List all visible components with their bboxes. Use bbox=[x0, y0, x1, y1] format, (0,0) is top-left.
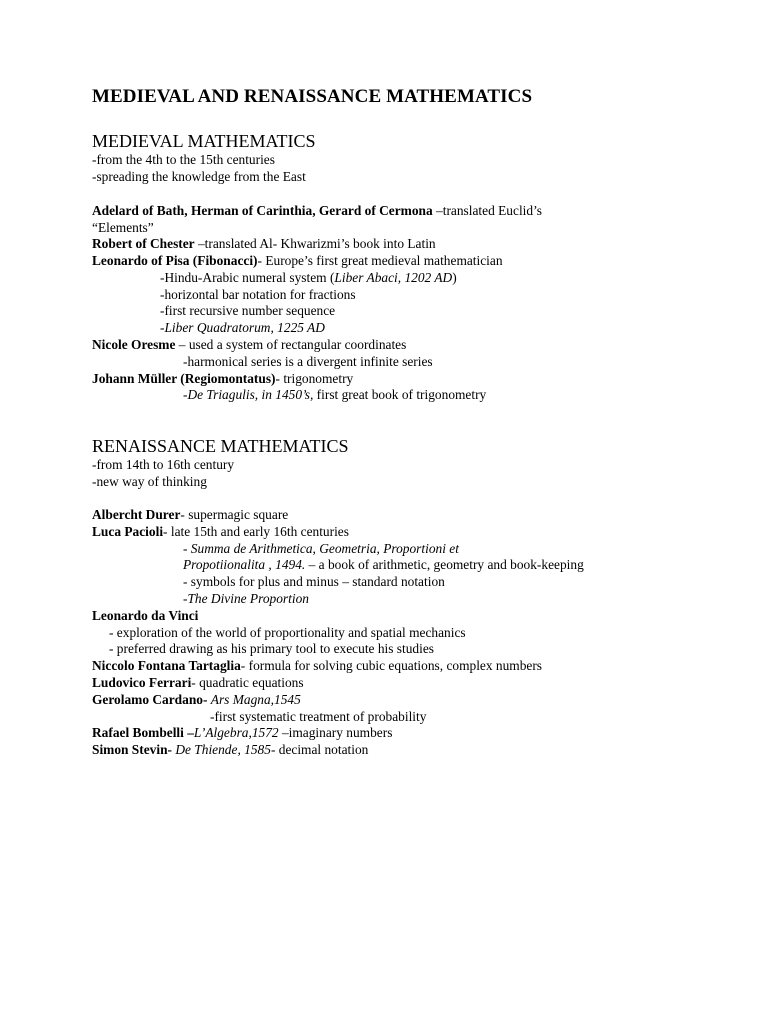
numeral-system-line bbox=[160, 269, 457, 286]
tartaglia-entry bbox=[92, 657, 542, 674]
liber-quadratorum: -Liber Quadratorum, 1225 AD bbox=[160, 320, 325, 335]
stevin-desc: - decimal notation bbox=[270, 742, 369, 757]
medieval-period: -from the 4th to the 15th centuries bbox=[92, 152, 275, 167]
drawing-line: - preferred drawing as his primary tool to execute his studies bbox=[109, 641, 434, 656]
muller-name: Johann Müller (Regiomontatus) bbox=[92, 371, 276, 386]
adelard-desc: –translated Euclid’s bbox=[432, 203, 543, 218]
cardano-entry bbox=[92, 691, 301, 708]
summa-desc: – a book of arithmetic, geometry and book-keeping bbox=[305, 557, 584, 572]
divine-proportion-line bbox=[183, 590, 309, 607]
numeral-post: ) bbox=[452, 270, 457, 285]
leonardo-pisa-desc: - Europe’s first great medieval mathematician bbox=[257, 253, 503, 268]
robert-entry bbox=[92, 235, 436, 252]
summa-title-2: Propotiionalita , 1494. bbox=[183, 557, 306, 572]
renaissance-period: -from 14th to 16th century bbox=[92, 457, 235, 472]
document-title: MEDIEVAL AND RENAISSANCE MATHEMATICS bbox=[92, 86, 533, 107]
de-triagulis-line bbox=[183, 386, 486, 403]
adelard-desc-cont: “Elements” bbox=[92, 220, 154, 235]
stevin-name: Simon Stevin bbox=[92, 742, 168, 757]
durer-desc: - supermagic square bbox=[180, 507, 289, 522]
ars-magna: Ars Magna,1545 bbox=[210, 692, 301, 707]
summa-line-1 bbox=[183, 540, 459, 557]
davinci-name: Leonardo da Vinci bbox=[92, 608, 199, 623]
bombelli-sep: – bbox=[183, 725, 194, 740]
de-triagulis-rest: first great book of trigonometry bbox=[313, 387, 487, 402]
divine-proportion: -The Divine Proportion bbox=[183, 591, 309, 606]
exploration-line: - exploration of the world of proportionality and spatial mechanics bbox=[109, 625, 466, 640]
recursive-sequence-line: -first recursive number sequence bbox=[160, 303, 336, 318]
renaissance-note: -new way of thinking bbox=[92, 474, 207, 489]
tartaglia-desc: - formula for solving cubic equations, complex numbers bbox=[240, 658, 543, 673]
davinci-entry bbox=[92, 607, 198, 624]
summa-line-2 bbox=[183, 556, 584, 573]
harmonic-series-line: -harmonical series is a divergent infinite series bbox=[183, 354, 433, 369]
bombelli-name: Rafael Bombelli bbox=[92, 725, 184, 740]
liber-abaci: Liber Abaci, 1202 AD bbox=[334, 270, 453, 285]
muller-desc: - trigonometry bbox=[275, 371, 354, 386]
durer-name: Albercht Durer bbox=[92, 507, 181, 522]
de-thiende: De Thiende, 1585 bbox=[175, 742, 271, 757]
pacioli-name: Luca Pacioli bbox=[92, 524, 164, 539]
durer-entry bbox=[92, 506, 288, 523]
numeral-pre: -Hindu-Arabic numeral system ( bbox=[160, 270, 335, 285]
oresme-entry bbox=[92, 336, 406, 353]
leonardo-pisa-entry bbox=[92, 252, 503, 269]
symbols-line: - symbols for plus and minus – standard notation bbox=[183, 574, 445, 589]
l-algebra: L’Algebra,1572 bbox=[193, 725, 279, 740]
medieval-note: -spreading the knowledge from the East bbox=[92, 169, 306, 184]
adelard-entry bbox=[92, 202, 542, 219]
muller-entry bbox=[92, 370, 353, 387]
cardano-sep: - bbox=[202, 692, 211, 707]
renaissance-heading: RENAISSANCE MATHEMATICS bbox=[92, 436, 349, 456]
oresme-desc: – used a system of rectangular coordinates bbox=[175, 337, 407, 352]
bombelli-desc: –imaginary numbers bbox=[278, 725, 393, 740]
ferrari-entry bbox=[92, 674, 304, 691]
robert-name: Robert of Chester bbox=[92, 236, 195, 251]
medieval-heading: MEDIEVAL MATHEMATICS bbox=[92, 131, 316, 151]
tartaglia-name: Niccolo Fontana Tartaglia bbox=[92, 658, 241, 673]
stevin-entry bbox=[92, 741, 368, 758]
bombelli-entry bbox=[92, 724, 392, 741]
ferrari-desc: - quadratic equations bbox=[191, 675, 304, 690]
cardano-name: Gerolamo Cardano bbox=[92, 692, 203, 707]
pacioli-entry bbox=[92, 523, 349, 540]
stevin-sep: - bbox=[167, 742, 176, 757]
pacioli-desc: - late 15th and early 16th centuries bbox=[163, 524, 349, 539]
summa-title-1: - Summa de Arithmetica, Geometria, Proportioni et bbox=[183, 541, 459, 556]
liber-quadratorum-line bbox=[160, 319, 325, 336]
oresme-name: Nicole Oresme bbox=[92, 337, 176, 352]
ferrari-name: Ludovico Ferrari bbox=[92, 675, 192, 690]
adelard-name: Adelard of Bath, Herman of Carinthia, Gerard of Cermona bbox=[92, 203, 433, 218]
probability-line: -first systematic treatment of probability bbox=[210, 709, 427, 724]
de-triagulis: -De Triagulis, in 1450’s, bbox=[183, 387, 314, 402]
robert-desc: –translated Al- Khwarizmi’s book into Latin bbox=[194, 236, 436, 251]
bar-notation-line: -horizontal bar notation for fractions bbox=[160, 287, 356, 302]
leonardo-pisa-name: Leonardo of Pisa (Fibonacci) bbox=[92, 253, 258, 268]
